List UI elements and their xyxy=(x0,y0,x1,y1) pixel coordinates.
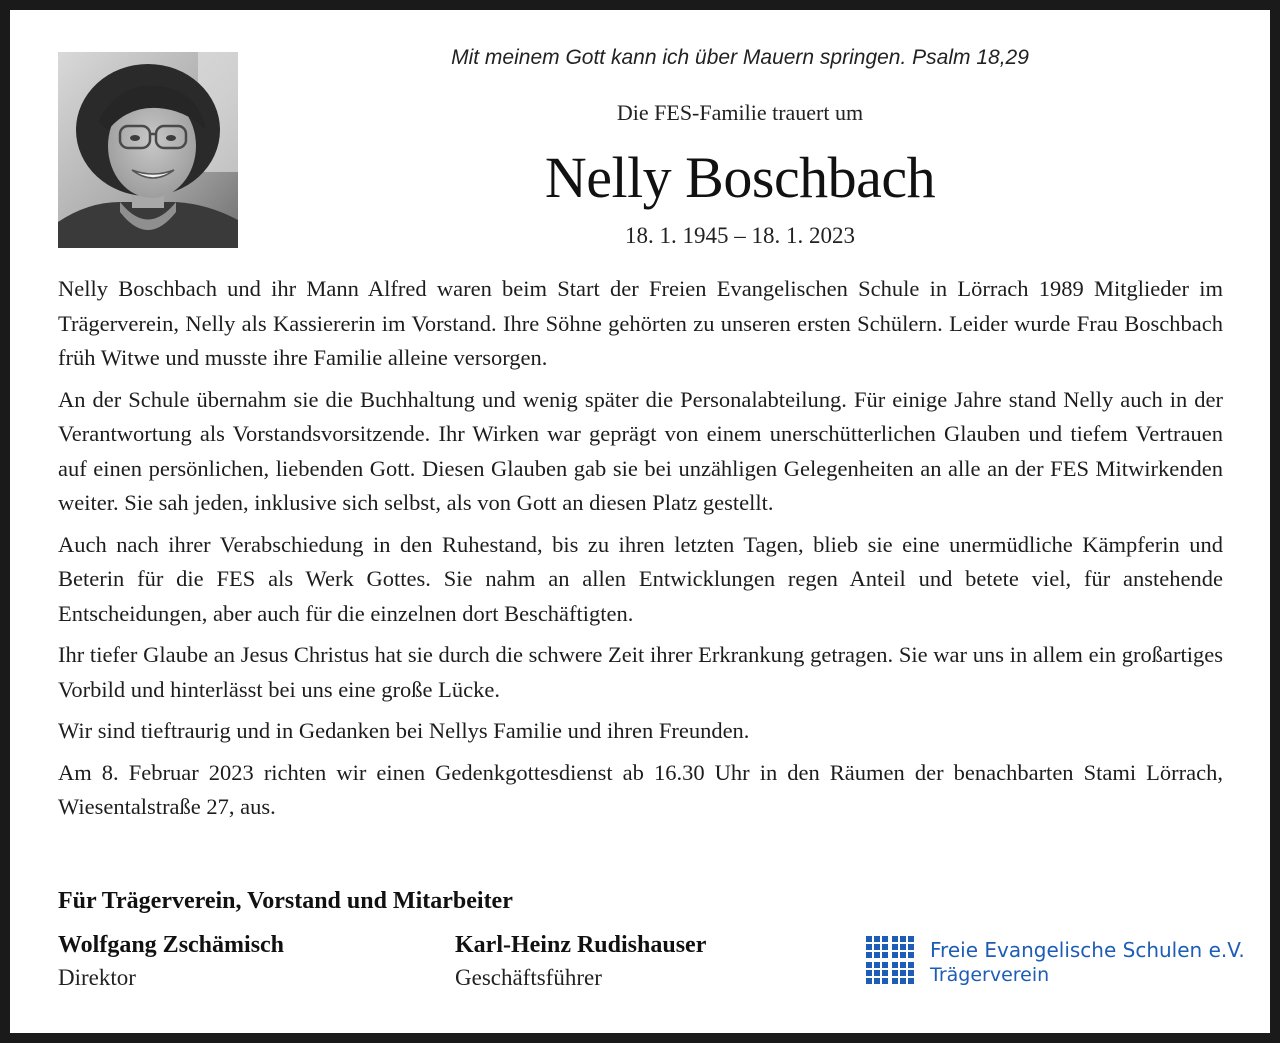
logo-dot xyxy=(908,962,914,968)
logo-dot xyxy=(874,952,880,958)
logo-dot xyxy=(908,970,914,976)
logo-dot xyxy=(908,936,914,942)
logo-dot xyxy=(892,936,898,942)
logo-dot xyxy=(882,944,888,950)
paragraph: Nelly Boschbach und ihr Mann Alfred waren beim Start der Freien Evangelischen Schule in Lörrach 1989 Mitglieder im Trägerverein, Nelly als Kassiererin im Vorstand. Ihre Söhne gehörten zu unseren ersten Schülern. Leider wurde Frau Boschbach früh Witwe und musste ihre Familie alleine versorgen. xyxy=(58,276,1223,370)
deceased-name: Nelly Boschbach xyxy=(544,145,936,210)
logo-dot xyxy=(892,978,898,984)
logo-dot xyxy=(908,978,914,984)
logo-dot xyxy=(866,944,872,950)
logo-dot xyxy=(900,962,906,968)
logo-dot xyxy=(874,970,880,976)
logo-dot xyxy=(874,944,880,950)
logo-dot xyxy=(900,952,906,958)
signer-name: Karl-Heinz Rudishauser xyxy=(455,932,707,958)
paragraph: Am 8. Februar 2023 richten wir einen Gedenkgottesdienst ab 16.30 Uhr in den Räumen der benachbarten Stami Lörrach, Wiesentalstraße 27, aus. xyxy=(58,759,1223,819)
logo-dot xyxy=(866,962,872,968)
obituary-text xyxy=(58,272,1223,832)
logo-dot xyxy=(874,936,880,942)
logo-dot xyxy=(900,970,906,976)
portrait-photo xyxy=(58,52,238,248)
paragraph: An der Schule übernahm sie die Buchhaltung und wenig später die Personalabteilung. Für einige Jahre stand Nelly auch in der Verantwortung als Vorstandsvorsitzende. Ihr Wirken war geprägt von einem unerschütterlichen Glauben und tiefem Vertrauen auf einen persönlichen, liebenden Gott. Diesen Glauben gab sie bei unzähligen Gelegenheiten an alle an der FES Mitwirkenden weiter. Sie sah jeden, inklusive sich selbst, als von Gott an diesen Platz gestellt. xyxy=(58,386,1223,515)
organization-block xyxy=(866,936,1245,986)
logo-dot xyxy=(866,978,872,984)
life-dates: 18. 1. 1945 – 18. 1. 2023 xyxy=(625,223,855,248)
signer-role: Direktor xyxy=(58,965,136,990)
logo-dot xyxy=(900,978,906,984)
logo-dot xyxy=(882,936,888,942)
organization-name: Freie Evangelische Schulen e.V. xyxy=(930,938,1245,962)
obituary-notice xyxy=(10,10,1270,1033)
paragraph: Wir sind tieftraurig und in Gedanken bei Nellys Familie und ihren Freunden. xyxy=(58,718,750,743)
logo-dot xyxy=(900,936,906,942)
signature-lead: Für Trägerverein, Vorstand und Mitarbeiter xyxy=(58,888,513,914)
logo-dot xyxy=(874,962,880,968)
paragraph: Auch nach ihrer Verabschiedung in den Ruhestand, bis zu ihren letzten Tagen, blieb sie eine unermüdliche Kämpferin und Beterin für die FES als Werk Gottes. Sie nahm an allen Entwicklungen regen Anteil und betete viel, für anstehende Entscheidungen, aber auch für die einzelnen dort Beschäftigten. xyxy=(58,531,1223,626)
signer-role: Geschäftsführer xyxy=(455,965,602,990)
organization-text xyxy=(930,938,1245,986)
signer-manager xyxy=(455,932,706,991)
logo-dot xyxy=(892,952,898,958)
bible-quote: Mit meinem Gott kann ich über Mauern springen. Psalm 18,29 xyxy=(451,46,1029,69)
portrait-image xyxy=(58,52,238,248)
logo-dot xyxy=(908,952,914,958)
logo-dot xyxy=(892,944,898,950)
logo-dot xyxy=(866,952,872,958)
logo-dot xyxy=(882,962,888,968)
logo-dot xyxy=(908,944,914,950)
logo-dot xyxy=(866,970,872,976)
intro-line: Die FES-Familie trauert um xyxy=(616,100,864,125)
logo-dot xyxy=(892,970,898,976)
signer-director xyxy=(58,932,284,991)
fes-dot-grid-logo-icon xyxy=(866,936,916,986)
logo-dot xyxy=(882,970,888,976)
logo-dot xyxy=(892,962,898,968)
logo-dot xyxy=(900,944,906,950)
signer-name: Wolfgang Zschämisch xyxy=(58,932,285,958)
organization-subtitle: Trägerverein xyxy=(930,964,1050,986)
paragraph: Ihr tiefer Glaube an Jesus Christus hat sie durch die schwere Zeit ihrer Erkrankung getragen. Sie war uns in allem ein großartiges Vorbild und hinterlässt bei uns eine große Lücke. xyxy=(58,642,1223,702)
logo-dot xyxy=(866,936,872,942)
logo-dot xyxy=(882,978,888,984)
logo-dot xyxy=(882,952,888,958)
logo-dot xyxy=(874,978,880,984)
